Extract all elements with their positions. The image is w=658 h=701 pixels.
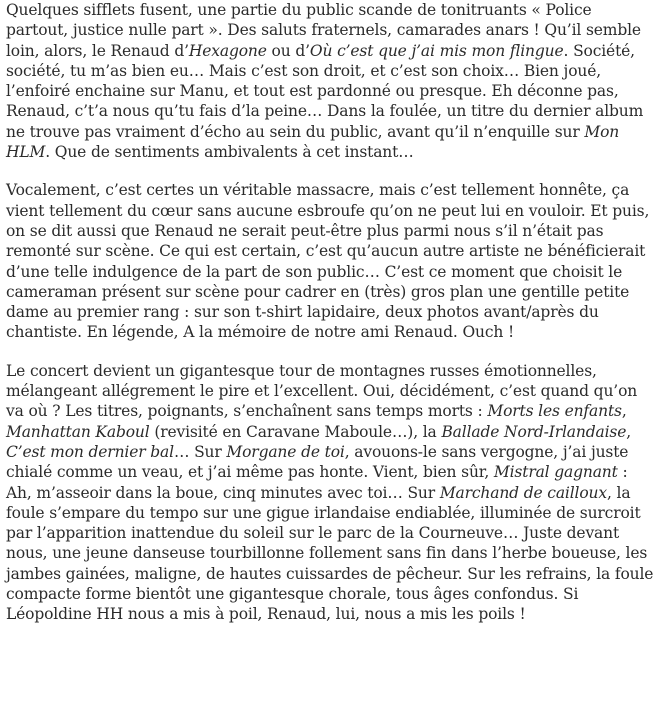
text-run: . Société, société, tu m’as bien eu… Mais c’est son droit, et c’est son choix… Bien joué, l’enfoiré enchaine sur Manu, et tout est pardonné ou presque. Eh déconne pas, Renaud, c’t’a nous qu’tu fais d’la peine… Dans la foulée, un titre du dernier album ne trouve pas vraiment d’écho au sein du public, avant qu’il n’enquille sur — [6, 41, 644, 141]
text-run: , la foule s’empare du tempo sur une gigue irlandaise endiablée, illuminée de surcroit par l’apparition inattendue du soleil sur le parc de la Courneuve… Juste devant nous, une jeune danseuse tourbillonne follement sans fin dans l’herbe boueuse, les jambes gainées, maligne, de hautes cuissardes de pêcheur. Sur les refrains, la foule compacte forme bientôt une gigantesque chorale, tous âges confondus. Si Léopoldine HH nous a mis à poil, Renaud, lui, nous a mis les poils ! — [6, 483, 654, 624]
title-reference: Mistral gagnant — [493, 463, 618, 482]
title-reference: Hexagone — [188, 41, 267, 60]
paragraph-concert-crowd — [6, 0, 654, 162]
text-run: ou d’ — [266, 41, 310, 60]
paragraph-setlist — [6, 361, 654, 625]
title-reference: Morts les enfants — [487, 402, 622, 421]
text-run: … Sur — [173, 442, 227, 461]
title-reference: Mon HLM — [6, 122, 620, 162]
text-run: Quelques sifflets fusent, une partie du public scande de tonitruants « Police partout, justice nulle part ». Des saluts fraternels, camarades anars ! Qu’il semble loin, alors, le Renaud d’ — [6, 1, 641, 60]
title-reference: Où c’est que j’ai mis mon flingue — [309, 41, 564, 60]
title-reference: Marchand de cailloux — [439, 483, 607, 502]
text-run: Vocalement, c’est certes un véritable massacre, mais c’est tellement honnête, ça vient tellement du cœur sans aucune esbroufe qu’on ne peut lui en vouloir. Et puis, on se dit aussi que Renaud ne serait peut-être plus parmi nous s’il n’était pas remonté sur scène. Ce qui est certain, c’est qu’aucun autre artiste ne bénéficierait d’une telle indulgence de la part de son public… C’est ce moment que choisit le cameraman présent sur scène pour cadrer en (très) gros plan une gentille petite dame au premier rang : sur son t-shirt lapidaire, deux photos avant/après du chantiste. En légende, A la mémoire de notre ami Renaud. Ouch ! — [6, 181, 650, 342]
paragraph-vocal-performance — [6, 180, 654, 342]
text-run: , — [626, 422, 632, 441]
text-run: : Ah, m’asseoir dans la boue, cinq minutes avec toi… Sur — [6, 463, 628, 502]
article-body — [6, 0, 654, 625]
title-reference: Manhattan Kaboul — [6, 422, 150, 441]
text-run: Le concert devient un gigantesque tour de montagnes russes émotionnelles, mélangeant allégrement le pire et l’excellent. Oui, décidément, c’est quand qu’on va où ? Les titres, poignants, s’enchaînent sans temps morts : — [6, 361, 638, 421]
text-run: , — [621, 402, 627, 421]
title-reference: Morgane de toi — [226, 442, 345, 461]
text-run: (revisité en Caravane Maboule…), la — [149, 422, 442, 441]
title-reference: C’est mon dernier bal — [6, 442, 174, 461]
text-run: . Que de sentiments ambivalents à cet instant… — [45, 143, 414, 162]
title-reference: Balladе Nord-Irlandaise — [441, 422, 627, 441]
text-run: , avouons-le sans vergogne, j’ai juste chialé comme un veau, et j’ai même pas honte. Vient, bien sûr, — [6, 442, 629, 482]
